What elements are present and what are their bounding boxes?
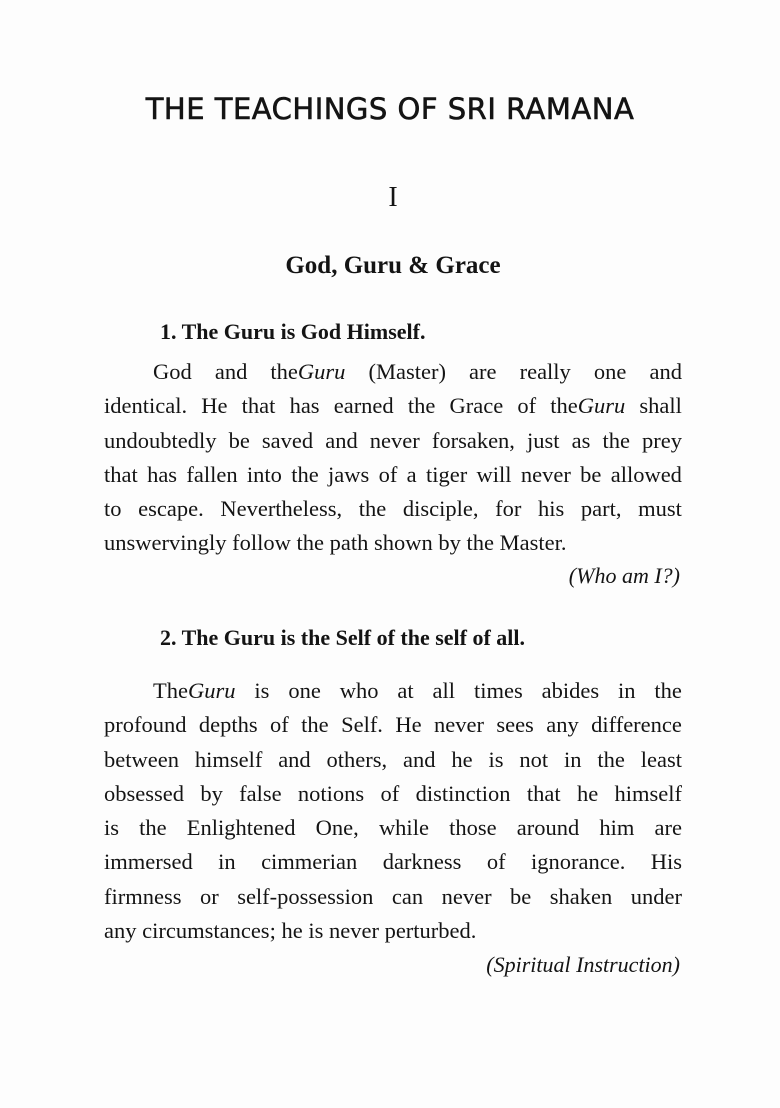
word: the — [597, 746, 625, 772]
word: to — [104, 496, 122, 522]
word: disciple, — [402, 496, 479, 522]
word: follow — [232, 530, 291, 556]
word: as — [571, 427, 591, 453]
word: Nevertheless, — [220, 496, 343, 522]
word: not — [519, 746, 549, 772]
word: of — [380, 780, 400, 806]
word: in — [618, 678, 636, 703]
word: he — [451, 746, 473, 772]
word: the — [139, 815, 167, 841]
word: under — [630, 883, 682, 909]
word: has — [289, 393, 320, 419]
word: profound — [104, 712, 187, 738]
word: (Master) — [368, 359, 446, 384]
text-line — [104, 355, 682, 389]
word: are — [469, 359, 497, 384]
word: never — [520, 461, 571, 487]
word: firmness — [104, 883, 182, 909]
word: darkness — [382, 849, 462, 875]
word: earned — [333, 393, 394, 419]
word: shaken — [549, 883, 613, 909]
word: of — [270, 712, 289, 738]
word: He — [201, 393, 228, 419]
word: jaws — [328, 461, 370, 487]
word: who — [339, 678, 379, 703]
word: shown — [374, 530, 433, 556]
word: of — [517, 393, 537, 419]
word: Self. — [341, 712, 383, 738]
text-line — [104, 492, 682, 526]
text-line — [104, 708, 682, 742]
book-title: THE TEACHINGS OF SRI RAMANA — [145, 92, 635, 126]
section-1-source: (Who am I?) — [568, 563, 680, 588]
word: or — [199, 883, 219, 909]
word: circumstances; — [142, 918, 276, 944]
word: are — [654, 815, 682, 841]
section-2-source: (Spiritual Instruction) — [486, 952, 680, 977]
word: never — [433, 712, 484, 738]
word: part, — [580, 496, 622, 522]
word: be — [580, 461, 602, 487]
text-line — [104, 811, 682, 845]
word: the — [358, 496, 387, 522]
word: His — [650, 849, 682, 875]
word: for — [495, 496, 522, 522]
word: between — [104, 746, 179, 772]
word: never — [328, 918, 379, 944]
text-line — [104, 424, 682, 458]
word: that — [526, 780, 561, 806]
word: himself — [194, 746, 263, 772]
word: around — [516, 815, 580, 841]
word: of — [378, 461, 398, 487]
word: in — [564, 746, 582, 772]
word: others, — [326, 746, 388, 772]
word: and — [403, 746, 436, 772]
word: the — [291, 461, 319, 487]
word: the — [466, 530, 495, 556]
word: TheGuru — [153, 678, 236, 703]
word: Enlightened — [186, 815, 296, 841]
word: must — [638, 496, 682, 522]
word: obsessed — [104, 780, 184, 806]
word: of — [486, 849, 506, 875]
word: forsaken, — [431, 427, 515, 453]
word: the — [602, 427, 630, 453]
word: tiger — [425, 461, 468, 487]
section-1-paragraph — [104, 355, 682, 561]
word: one — [593, 359, 627, 384]
word: the — [654, 678, 682, 703]
word: undoubtedly — [104, 427, 217, 453]
text-line — [104, 743, 682, 777]
text-line — [104, 389, 682, 423]
word: sees — [496, 712, 534, 738]
word: and — [278, 746, 311, 772]
text-line — [104, 845, 682, 879]
word: Master. — [499, 530, 567, 556]
word: any — [104, 918, 137, 944]
word: the — [407, 393, 436, 419]
word: theGuru — [270, 359, 346, 384]
word: be — [228, 427, 250, 453]
word: into — [246, 461, 282, 487]
word: fallen — [186, 461, 238, 487]
text-line — [104, 880, 682, 914]
word: all — [432, 678, 456, 703]
word: saved — [261, 427, 314, 453]
word: he — [281, 918, 303, 944]
word: a — [406, 461, 417, 487]
word: God — [153, 359, 192, 384]
word: is — [254, 678, 270, 703]
word: at — [397, 678, 414, 703]
word: is — [104, 815, 120, 841]
word: in — [218, 849, 236, 875]
word: self-possession — [237, 883, 374, 909]
word: perturbed. — [384, 918, 477, 944]
word: is — [308, 918, 324, 944]
word: be — [510, 883, 532, 909]
word: notions — [297, 780, 365, 806]
word: he — [576, 780, 599, 806]
word: his — [538, 496, 565, 522]
word: the — [301, 712, 329, 738]
word: cimmerian — [261, 849, 358, 875]
word: allowed — [610, 461, 682, 487]
word: immersed — [104, 849, 193, 875]
word: by — [438, 530, 461, 556]
word: Grace — [449, 393, 504, 419]
word: identical. — [104, 393, 188, 419]
text-line — [104, 674, 682, 708]
word: escape. — [138, 496, 204, 522]
word: One, — [315, 815, 359, 841]
word: that — [241, 393, 276, 419]
text-line — [104, 458, 682, 492]
word: times — [473, 678, 523, 703]
word: false — [239, 780, 282, 806]
section-2-paragraph — [104, 674, 682, 948]
word: never — [441, 883, 492, 909]
word: and — [649, 359, 682, 384]
word: and — [214, 359, 248, 384]
word: one — [288, 678, 321, 703]
word: while — [378, 815, 429, 841]
word: just — [527, 427, 560, 453]
word: any — [546, 712, 579, 738]
word: himself — [614, 780, 682, 806]
word: will — [476, 461, 512, 487]
word: that — [104, 461, 138, 487]
word: distinction — [415, 780, 511, 806]
text-line — [104, 914, 682, 948]
word: path — [329, 530, 369, 556]
word: least — [640, 746, 682, 772]
word: him — [599, 815, 635, 841]
word: those — [449, 815, 497, 841]
word: depths — [198, 712, 258, 738]
word: abides — [541, 678, 600, 703]
word: difference — [591, 712, 682, 738]
text-line — [104, 526, 682, 560]
word: really — [519, 359, 571, 384]
word: and — [325, 427, 358, 453]
word: by — [200, 780, 223, 806]
word: theGuru — [550, 393, 626, 419]
part-numeral: I — [388, 182, 398, 213]
chapter-title: God, Guru & Grace — [285, 252, 501, 279]
word: He — [395, 712, 422, 738]
word: can — [391, 883, 424, 909]
word: has — [147, 461, 178, 487]
section-2-heading: 2. The Guru is the Self of the self of all. — [160, 625, 526, 650]
word: unswervingly — [104, 530, 227, 556]
word: ignorance. — [530, 849, 626, 875]
word: is — [488, 746, 504, 772]
word: prey — [642, 427, 682, 453]
word: the — [296, 530, 324, 556]
section-1-heading: 1. The Guru is God Himself. — [160, 319, 426, 344]
word: shall — [639, 393, 682, 419]
word: never — [369, 427, 420, 453]
text-line — [104, 777, 682, 811]
